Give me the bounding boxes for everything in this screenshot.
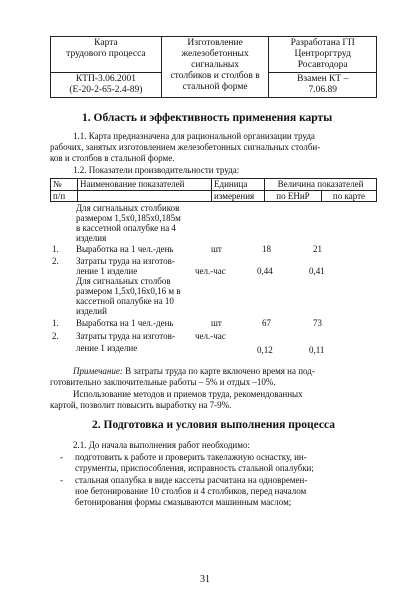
col-header-values: Величина показателей	[265, 179, 377, 191]
developer-cell	[269, 37, 377, 73]
subject-line: столбиков и столбов в	[170, 71, 260, 81]
row-number: 2.	[52, 256, 59, 266]
subject-cell	[161, 37, 269, 98]
developer-line: Центроргтруд	[294, 49, 351, 59]
group1-caption-line: размером 1,5х0,185х0,185м	[76, 213, 181, 223]
group1-caption-line: в кассетной опалубке на 4	[76, 223, 176, 233]
col-header-unit: Единица	[212, 179, 265, 191]
row-number: 2.	[52, 331, 59, 341]
col-header-enir: по ЕНиР	[265, 190, 322, 202]
row-unit: чел.-час	[195, 331, 226, 341]
usage-line: картой, позволит повысить выработку на 7-9%.	[50, 400, 232, 410]
note-label: Примечание:	[73, 366, 123, 376]
usage-line: Использование методов и приемов труда, рекомендованных	[73, 389, 303, 399]
group2-caption-line: кассетной опалубке на 10	[76, 296, 174, 306]
group1-caption-line: Для сигнальных столбиков	[76, 203, 180, 213]
col-header-name-blank	[78, 190, 212, 202]
col-header-pp: п/п	[51, 190, 78, 202]
header-table	[50, 36, 377, 98]
row-name: Затраты труда на изготов-	[76, 256, 175, 266]
row-name: Затраты труда на изготов-	[76, 331, 175, 341]
card-code-line: КТП-3.06.2001	[75, 74, 136, 84]
replaces-cell	[269, 73, 377, 98]
row-name: ление 1 изделие	[76, 343, 138, 353]
col-header-name: Наименование показателей	[78, 179, 212, 191]
page-number: 31	[200, 574, 210, 585]
col-header-number: №	[51, 179, 78, 191]
row-number: 1.	[52, 318, 59, 328]
note-text: В затраты труда по карте включено время на под-	[122, 366, 315, 376]
indicators-table-head	[50, 178, 377, 202]
bullet-marker: -	[60, 475, 63, 485]
card-code-cell	[51, 73, 162, 98]
row-number: 1.	[52, 244, 59, 254]
row-name: Выработка на 1 чел.-день	[76, 318, 174, 328]
row-card: 0,41	[309, 266, 325, 276]
group1-caption-line: изделия	[76, 233, 107, 243]
card-code-line: (Е-20-2-65-2.4-89)	[69, 85, 143, 95]
row-unit: чел.-час	[195, 266, 226, 276]
row-enir: 18	[262, 244, 271, 254]
bullet-1-line: подготовить к работе и проверить такелажную оснастку, ин-	[75, 452, 307, 462]
row-name: Выработка на 1 чел.-день	[76, 244, 174, 254]
bullet-2-line: бетонирования формы смазываются машинным маслом;	[75, 497, 292, 507]
row-card: 21	[313, 244, 322, 254]
col-header-measure: измерения	[212, 190, 265, 202]
subject-line: Изготовление	[187, 38, 243, 48]
section1-title: 1. Область и эффективность применения карты	[82, 112, 333, 124]
replaces-line: Взамен КТ –	[297, 74, 349, 84]
bullet-2-line: ное бетонирование 10 столбов и 4 столбиков, перед началом	[75, 486, 307, 496]
paragraph-1-1-line: рабочих, занятых изготовлением железобетонных сигнальных столби-	[50, 142, 321, 152]
developer-line: Разработана ГП	[290, 38, 355, 48]
subject-line: сигнальных	[191, 60, 240, 70]
row-enir: 0,12	[257, 345, 273, 355]
bullet-marker: -	[60, 452, 63, 462]
row-card: 0,11	[309, 345, 325, 355]
group2-caption-line: изделий	[76, 306, 107, 316]
group2-caption-line: размером 1,5х0,16х0,16 м в	[76, 286, 181, 296]
subject-line: стальной форме	[182, 82, 248, 92]
paragraph-1-2: 1.2. Показатели производительности труда:	[73, 165, 240, 175]
row-name: ление 1 изделие	[76, 266, 138, 276]
row-enir: 0,44	[257, 266, 273, 276]
subject-line: железобетонных	[181, 49, 249, 59]
paragraph-1-1-line: 1.1. Карта предназначена для рациональной организации труда	[73, 131, 315, 141]
note-line	[73, 366, 315, 377]
card-type-cell	[51, 37, 162, 73]
row-unit: шт	[211, 318, 222, 328]
note-line: готовительно заключительные работы – 5% и отдых –10%.	[50, 377, 276, 387]
group2-caption-line: Для сигнальных столбов	[76, 276, 171, 286]
card-type-line: Карта	[94, 38, 118, 48]
bullet-2-line: стальная опалубка в виде кассеты расчитана на одновремен-	[75, 475, 308, 485]
replaces-line: 7.06.89	[308, 85, 337, 95]
col-header-card: по карте	[321, 190, 376, 202]
row-enir: 67	[262, 318, 271, 328]
paragraph-2-1: 2.1. До начала выполнения работ необходимо:	[73, 440, 250, 450]
card-type-line: трудового процесса	[66, 49, 146, 59]
row-card: 73	[313, 318, 322, 328]
row-unit: шт	[211, 244, 222, 254]
paragraph-1-1-line: ков и столбов в стальной форме.	[50, 153, 175, 163]
developer-line: Росавтодора	[297, 60, 348, 70]
bullet-1-line: струменты, приспособления, исправность стальной опалубки;	[75, 463, 314, 473]
section2-title: 2. Подготовка и условия выполнения процесса	[92, 419, 335, 431]
